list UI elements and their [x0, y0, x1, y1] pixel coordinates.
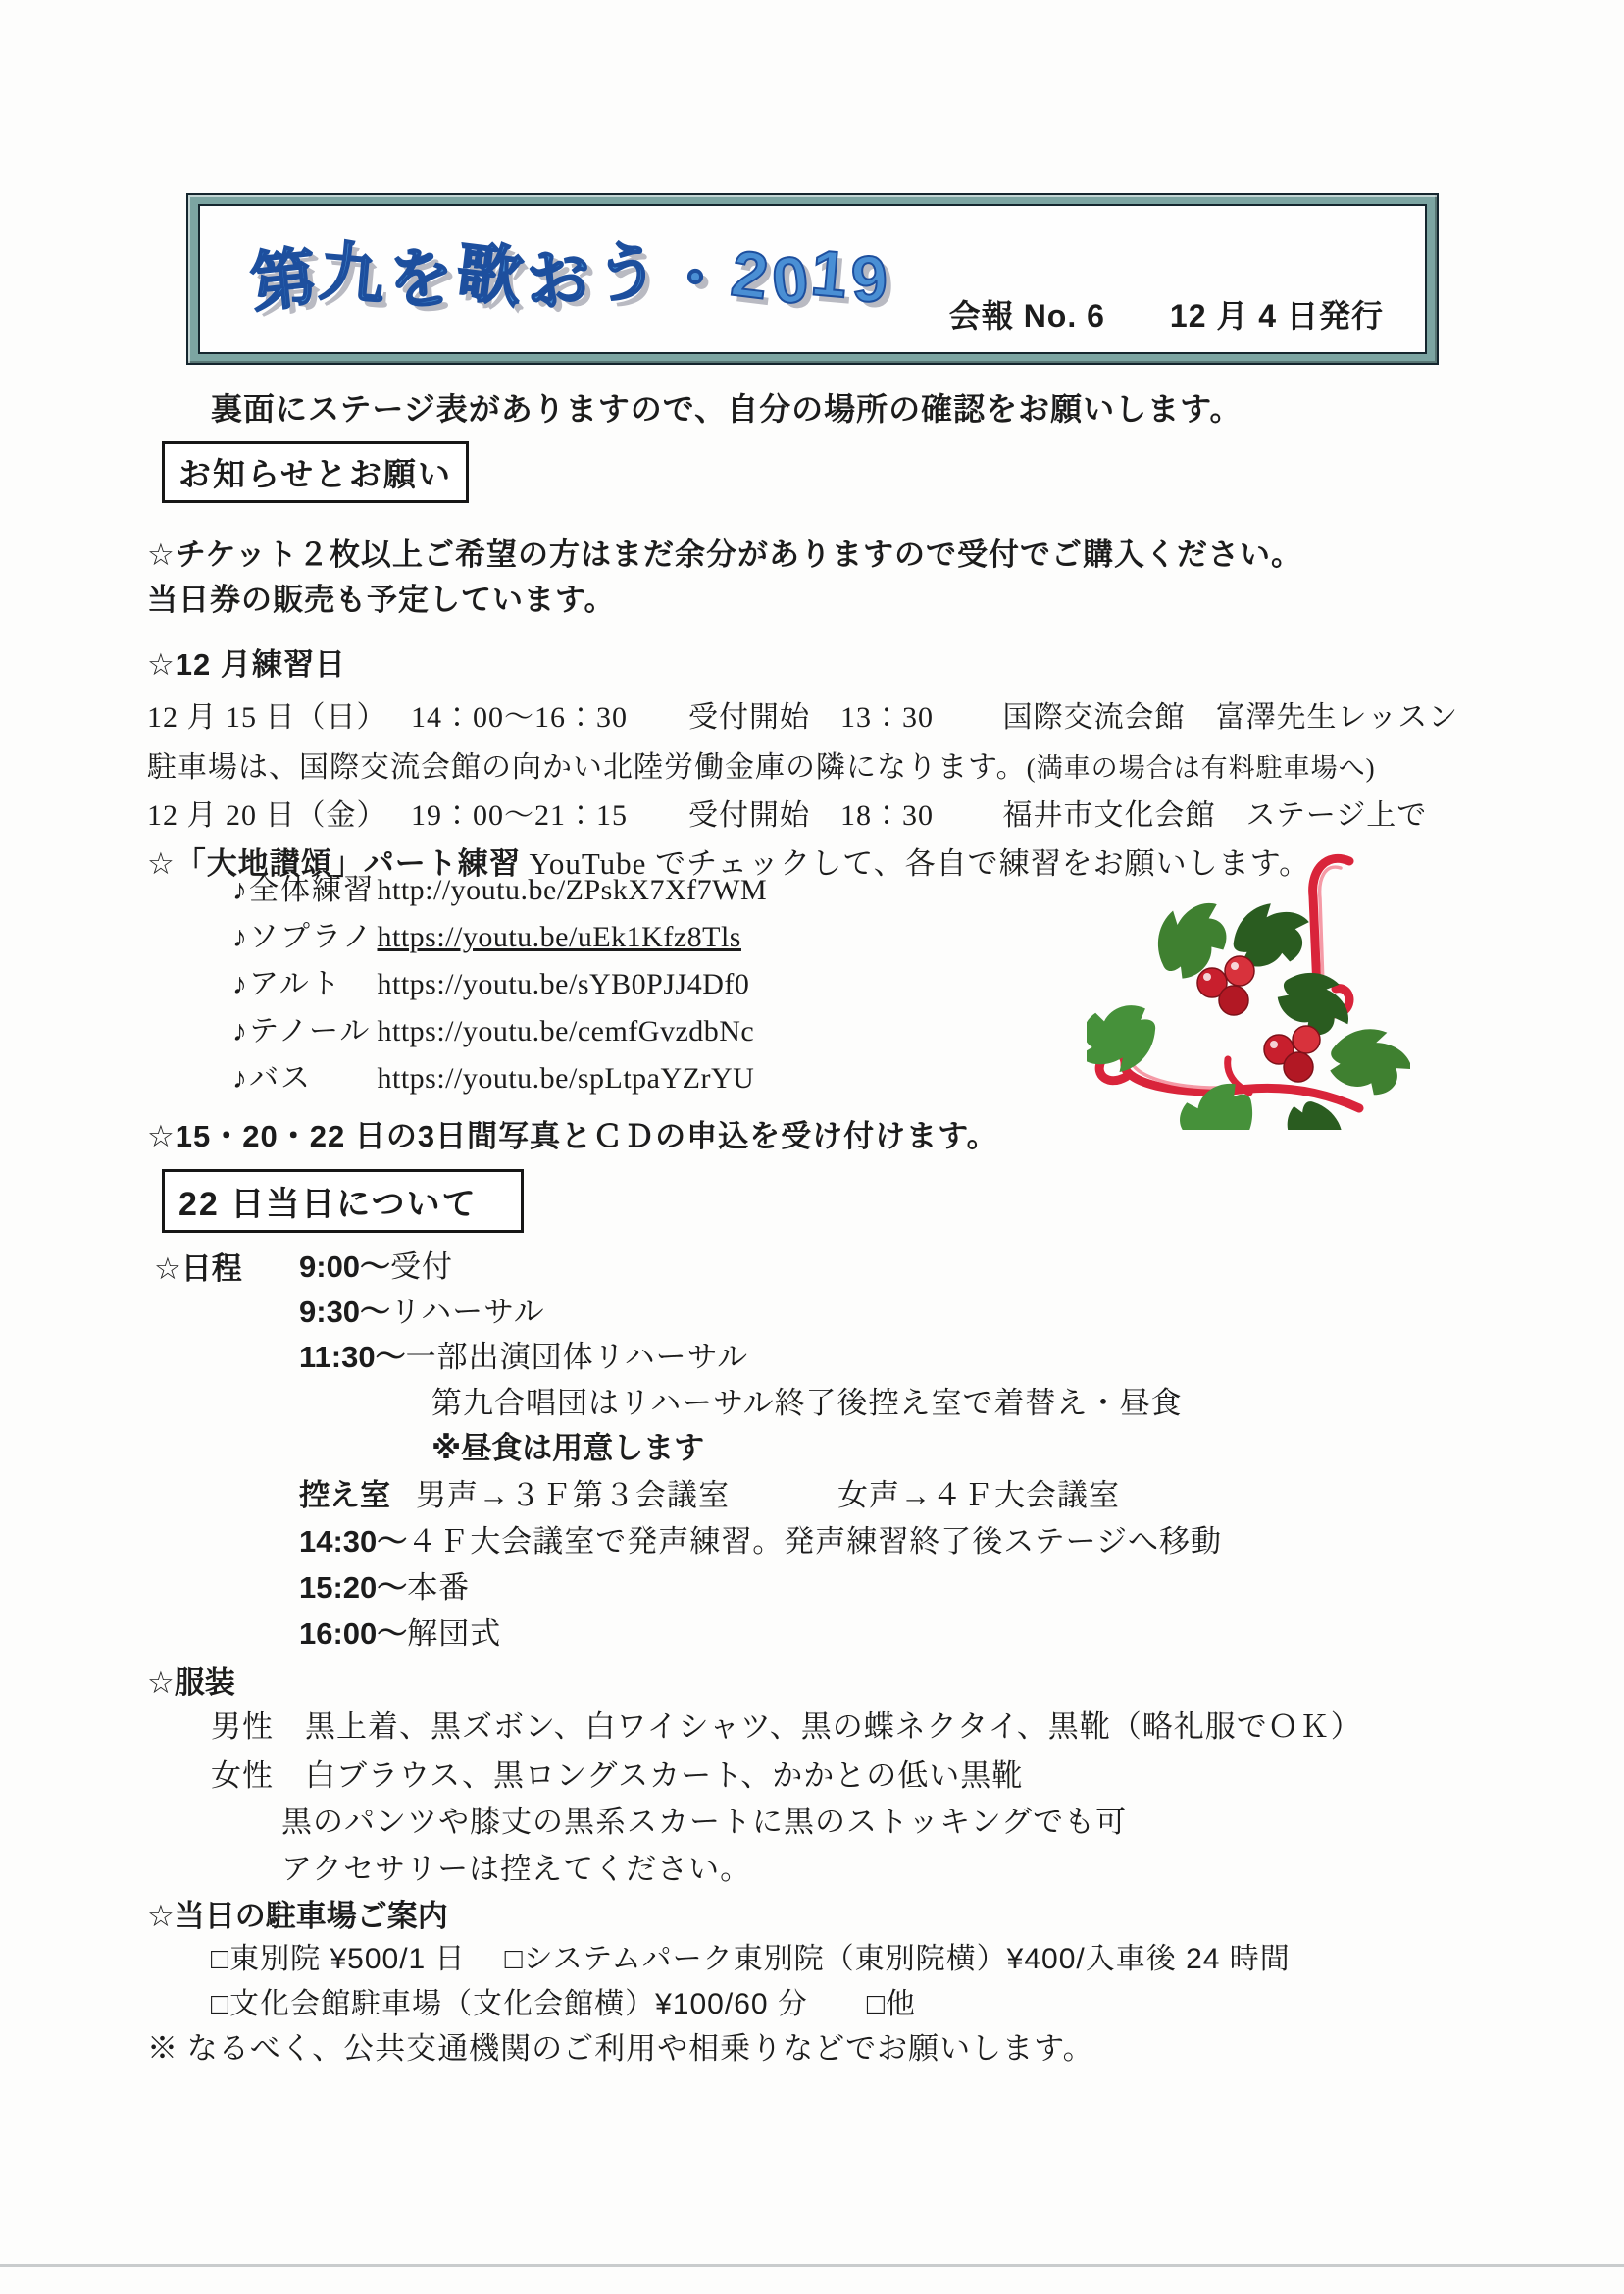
youtube-url-tenor[interactable]: https://youtu.be/cemfGvzdbNc	[377, 1015, 755, 1047]
dress-women-alt: 黒のパンツや膝丈の黒系スカートに黒のストッキングでも可	[281, 1805, 1128, 1839]
schedule-desc: 一部出演団体リハーサル	[405, 1340, 749, 1374]
schedule-time: 14:30～	[299, 1524, 408, 1558]
dress-accessories-note: アクセサリーは控えてください。	[281, 1852, 752, 1886]
waiting-room-men: 男声→３Ｆ第３会議室	[416, 1478, 730, 1512]
scan-artifact-line	[0, 2264, 1624, 2267]
schedule-desc: 本番	[407, 1570, 471, 1605]
schedule-note-lunch-change: 第九合唱団はリハーサル終了後控え室で着替え・昼食	[431, 1386, 1183, 1420]
schedule-desc: 受付	[390, 1249, 454, 1284]
waiting-room-label: 控え室	[299, 1478, 390, 1512]
parking-systempark: □システムパーク東別院（東別院横）¥400/入車後 24 時間	[504, 1943, 1291, 1975]
schedule-row-900	[299, 1242, 453, 1286]
part-label-bass: ♪バス	[232, 1062, 312, 1095]
december-practice-heading: ☆12 月練習日	[147, 647, 346, 682]
schedule-row-1520	[299, 1562, 470, 1606]
youtube-link-row	[232, 1006, 767, 1053]
schedule-desc: ４Ｆ大会議室で発声練習。発声練習終了後ステージへ移動	[407, 1524, 1223, 1558]
schedule-time: 9:30～	[299, 1295, 391, 1329]
schedule-time: 16:00～	[299, 1616, 408, 1651]
schedule-desc: 解団式	[407, 1616, 502, 1651]
ticket-line-1: ☆チケット２枚以上ご希望の方はまだ余分がありますので受付でご購入ください。	[147, 537, 1302, 572]
dress-women-row	[211, 1751, 1023, 1795]
dress-men-text: 黒上着、黒ズボン、白ワイシャツ、黒の蝶ネクタイ、黒靴（略礼服でＯＫ）	[305, 1709, 1362, 1744]
parking-heading: ☆当日の駐車場ご案内	[147, 1899, 448, 1933]
photo-cd-line: ☆15・20・22 日の3日間写真とＣＤの申込を受け付けます。	[147, 1119, 998, 1153]
youtube-link-row	[232, 865, 767, 912]
youtube-url-bass[interactable]: https://youtu.be/spLtpaYZrYU	[377, 1062, 755, 1095]
part-label-tenor: ♪テノール	[232, 1015, 372, 1047]
section-heading-day22: 22 日当日について	[162, 1169, 524, 1233]
dress-men-row	[211, 1702, 1362, 1746]
schedule-time: 15:20～	[299, 1570, 408, 1605]
waiting-room-row	[299, 1470, 1120, 1514]
parking-higashibetsuin: □東別院 ¥500/1 日	[211, 1943, 466, 1975]
dress-men-label: 男性	[211, 1709, 274, 1744]
schedule-desc: リハーサル	[390, 1295, 545, 1329]
youtube-url-soprano[interactable]: https://youtu.be/uEk1Kfz8Tls	[377, 921, 741, 953]
public-transport-note: ※ なるべく、公共交通機関のご利用や相乗りなどでお願いします。	[147, 2031, 1094, 2065]
schedule-row-930	[299, 1287, 545, 1331]
schedule-label: ☆日程	[154, 1251, 242, 1286]
title-banner-frame	[186, 193, 1439, 365]
part-label-alto: ♪アルト	[232, 968, 342, 1000]
youtube-links-list	[232, 865, 767, 1100]
schedule-time: 11:30～	[299, 1340, 406, 1374]
parking-bunkakaikan: □文化会館駐車場（文化会館横）¥100/60 分	[211, 1988, 808, 2020]
schedule-row-1430	[299, 1516, 1222, 1560]
part-label-soprano: ♪ソプラノ	[232, 921, 375, 953]
parking-other: □他	[866, 1988, 917, 2020]
youtube-link-row	[232, 1053, 767, 1100]
schedule-time: 9:00～	[299, 1249, 391, 1284]
practice-date-1: 12 月 15 日（日） 14：00～16：30 受付開始 13：30 国際交流会館 富澤先生レッスン	[147, 701, 1459, 734]
schedule-note-lunch-provided: ※昼食は用意します	[431, 1431, 705, 1465]
dress-women-text: 白ブラウス、黒ロングスカート、かかとの低い黒靴	[305, 1759, 1024, 1793]
parking-row-2	[211, 1979, 916, 2022]
waiting-room-women: 女声→４Ｆ大会議室	[837, 1478, 1120, 1512]
part-label-all: ♪全体練習	[232, 874, 375, 906]
practice-parking-note-main: 駐車場は、国際交流会館の向かい北陸労働金庫の隣になります。	[147, 751, 1027, 784]
holly-ribbon-decoration-image	[1087, 845, 1410, 1130]
berry-cluster	[1264, 1026, 1320, 1082]
dress-women-label: 女性	[211, 1759, 274, 1793]
stage-table-notice: 裏面にステージ表がありますので、自分の場所の確認をお願いします。	[211, 391, 1243, 427]
practice-date-2: 12 月 20 日（金） 19：00～21：15 受付開始 18：30 福井市文化会館 ステージ上で	[147, 799, 1428, 832]
ticket-line-2: 当日券の販売も予定しています。	[147, 583, 616, 617]
practice-parking-note	[147, 742, 1376, 786]
youtube-link-row	[232, 912, 767, 959]
issue-info: 会報 No. 6 12 月 4 日発行	[948, 298, 1384, 333]
youtube-url-all[interactable]: http://youtu.be/ZPskX7Xf7WM	[377, 874, 768, 906]
schedule-row-1600	[299, 1608, 501, 1653]
section-heading-announcements: お知らせとお願い	[162, 441, 469, 503]
practice-parking-note-paren: (満車の場合は有料駐車場へ)	[1026, 753, 1376, 783]
part-practice-rest: YouTube でチェックして、各自で練習をお願いします。	[520, 846, 1311, 881]
title-banner	[198, 204, 1427, 354]
part-practice-title: ☆「大地讃頌」パート練習	[147, 846, 521, 881]
schedule-row-1130	[299, 1332, 748, 1376]
dress-code-heading: ☆服装	[147, 1665, 235, 1700]
youtube-link-row	[232, 959, 767, 1006]
page-title: 第九を歌おう・2019	[247, 233, 893, 319]
parking-row-1	[211, 1934, 1291, 1977]
youtube-url-alto[interactable]: https://youtu.be/sYB0PJJ4Df0	[377, 968, 750, 1000]
